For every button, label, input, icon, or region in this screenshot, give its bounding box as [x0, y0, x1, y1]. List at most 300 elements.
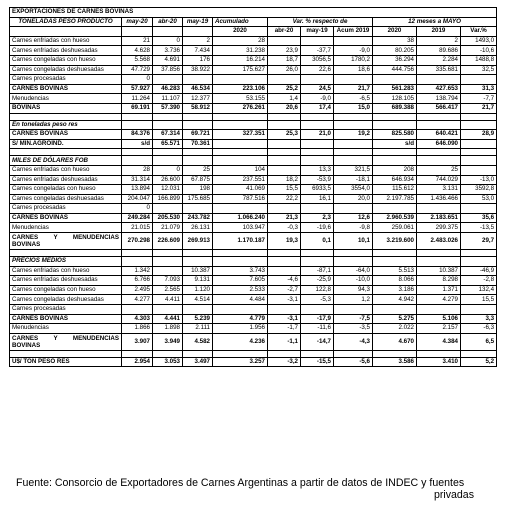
table-cell: 46.534: [183, 84, 213, 94]
table-row: [10, 276, 497, 286]
table-cell: 28,9: [461, 130, 497, 140]
table-cell: -7,5: [334, 314, 373, 324]
table-cell: 67.314: [153, 130, 183, 140]
table-cell: 269.913: [183, 233, 213, 250]
table-row: [10, 46, 497, 56]
table-cell: [461, 75, 497, 85]
table-cell: 3.497: [183, 357, 213, 367]
table-cell: 6.766: [122, 276, 153, 286]
row-label: Carnes procesadas: [10, 75, 122, 85]
table-cell: 3.743: [213, 266, 268, 276]
table-cell: [213, 305, 268, 315]
footnote-line-2: privadas: [433, 489, 474, 501]
table-cell: 21.015: [122, 223, 153, 233]
table-cell: 38.922: [183, 65, 213, 75]
table-cell: [268, 305, 301, 315]
table-cell: 223.106: [213, 84, 268, 94]
table-cell: -10,0: [334, 276, 373, 286]
row-label: Carnes congeladas deshuesadas: [10, 295, 122, 305]
table-row: [10, 305, 497, 315]
row-label: U$/ TON PESO RES: [10, 357, 122, 367]
table-cell: 28: [122, 165, 153, 175]
table-cell: 36.294: [373, 55, 417, 65]
table-cell: 4.582: [183, 333, 213, 350]
table-cell: 16,1: [301, 194, 334, 204]
table-cell: 4.384: [417, 333, 461, 350]
table-cell: 17,4: [301, 103, 334, 113]
table-cell: 8.298: [417, 276, 461, 286]
table-row: [10, 266, 497, 276]
table-cell: [334, 139, 373, 149]
table-cell: 744.029: [417, 175, 461, 185]
table-cell: -14,7: [301, 333, 334, 350]
table-cell: [183, 305, 213, 315]
table-cell: 13.894: [122, 185, 153, 195]
month-header-2: abr-20: [153, 17, 183, 27]
table-row: [10, 233, 497, 250]
table-cell: [461, 204, 497, 214]
table-cell: 18,2: [268, 175, 301, 185]
row-label: Carnes enfriadas con hueso: [10, 266, 122, 276]
twelve-months-header: 12 meses a MAYO: [373, 17, 497, 27]
table-cell: 104: [213, 165, 268, 175]
table-cell: 237.551: [213, 175, 268, 185]
table-cell: -9,0: [301, 94, 334, 104]
header-row: [10, 17, 497, 27]
table-cell: 122,8: [301, 285, 334, 295]
table-cell: -15,5: [301, 357, 334, 367]
table-cell: 57.927: [122, 84, 153, 94]
row-label: S/ MIN.AGROIND.: [10, 139, 122, 149]
sub-header-abr20: abr-20: [268, 27, 301, 37]
table-cell: 38: [373, 36, 417, 46]
table-cell: 561.283: [373, 84, 417, 94]
table-cell: 2.533: [213, 285, 268, 295]
table-cell: 0: [122, 75, 153, 85]
table-cell: 69.721: [183, 130, 213, 140]
row-label: Carnes congeladas con hueso: [10, 185, 122, 195]
table-cell: 11.264: [122, 94, 153, 104]
table-cell: 0: [122, 204, 153, 214]
row-label: Carnes congeladas con hueso: [10, 285, 122, 295]
table-cell: 58.912: [183, 103, 213, 113]
table-cell: 8.066: [373, 276, 417, 286]
row-label: CARNES Y MENUDENCIAS BOVINAS: [10, 333, 122, 350]
table-cell: 29,7: [461, 233, 497, 250]
table-cell: 3.586: [373, 357, 417, 367]
table-cell: 1.898: [153, 324, 183, 334]
table-cell: 19,2: [334, 130, 373, 140]
spacer-row: [10, 250, 497, 257]
table-cell: 787.516: [213, 194, 268, 204]
table-cell: 3592,8: [461, 185, 497, 195]
table-cell: 37.856: [153, 65, 183, 75]
table-cell: 115.612: [373, 185, 417, 195]
table-cell: 18,7: [268, 55, 301, 65]
table-cell: [213, 204, 268, 214]
table-cell: -13,0: [461, 175, 497, 185]
table-cell: -10,6: [461, 46, 497, 56]
table-cell: 2.183.651: [417, 213, 461, 223]
row-label: Carnes congeladas deshuesadas: [10, 65, 122, 75]
table-cell: 3,3: [461, 314, 497, 324]
table-cell: 20,0: [334, 194, 373, 204]
spacer-row: [10, 113, 497, 120]
table-cell: -3,2: [268, 357, 301, 367]
table-cell: 67.875: [183, 175, 213, 185]
table-cell: 3.907: [122, 333, 153, 350]
table-cell: 46.283: [153, 84, 183, 94]
row-label: Carnes congeladas deshuesadas: [10, 194, 122, 204]
table-row: [10, 55, 497, 65]
table-cell: [268, 139, 301, 149]
row-label: Carnes enfriadas con hueso: [10, 165, 122, 175]
table-cell: [301, 36, 334, 46]
table-row: [10, 94, 497, 104]
var-header: Var. % respecto de: [268, 17, 373, 27]
table-cell: 4.441: [153, 314, 183, 324]
table-cell: 4.691: [153, 55, 183, 65]
table-cell: [153, 266, 183, 276]
sub-header-acum2019: Acum 2019: [334, 27, 373, 37]
row-label: CARNES BOVINAS: [10, 213, 122, 223]
table-cell: 226.609: [153, 233, 183, 250]
table-row: [10, 75, 497, 85]
table-cell: -5,6: [334, 357, 373, 367]
table-row: [10, 130, 497, 140]
table-cell: -9,8: [334, 223, 373, 233]
table-row: [10, 165, 497, 175]
table-cell: [153, 75, 183, 85]
table-cell: [268, 204, 301, 214]
table-cell: -3,5: [334, 324, 373, 334]
table-cell: 335.681: [417, 65, 461, 75]
table-cell: 5,2: [461, 357, 497, 367]
table-cell: 23,9: [268, 46, 301, 56]
table-cell: [213, 75, 268, 85]
table-cell: 3.186: [373, 285, 417, 295]
table-cell: 26.600: [153, 175, 183, 185]
exports-table: [9, 7, 497, 367]
table-row: [10, 139, 497, 149]
table-cell: [373, 204, 417, 214]
table-cell: [461, 139, 497, 149]
table-cell: 138.794: [417, 94, 461, 104]
section-header-row: [10, 257, 497, 267]
table-cell: 7.093: [153, 276, 183, 286]
table-cell: 15,5: [461, 295, 497, 305]
table-cell: 22,6: [301, 65, 334, 75]
table-cell: [122, 305, 153, 315]
table-cell: 5.275: [373, 314, 417, 324]
table-cell: [268, 165, 301, 175]
table-cell: [417, 204, 461, 214]
table-row: [10, 204, 497, 214]
sub-header-12m-2020: 2020: [373, 27, 417, 37]
table-cell: 21,0: [301, 130, 334, 140]
table-cell: 2.495: [122, 285, 153, 295]
table-row: [10, 213, 497, 223]
table-cell: 128.105: [373, 94, 417, 104]
table-cell: 299.375: [417, 223, 461, 233]
table-cell: 69.191: [122, 103, 153, 113]
table-cell: 5.513: [373, 266, 417, 276]
table-cell: -18,1: [334, 175, 373, 185]
table-row: [10, 333, 497, 350]
table-cell: 2.111: [183, 324, 213, 334]
table-cell: 3.949: [153, 333, 183, 350]
table-cell: 53.155: [213, 94, 268, 104]
table-cell: 0: [153, 165, 183, 175]
table-row: [10, 295, 497, 305]
table-cell: 0: [153, 36, 183, 46]
table-cell: 25,2: [268, 84, 301, 94]
table-cell: s/d: [122, 139, 153, 149]
table-cell: 2: [417, 36, 461, 46]
table-cell: 80.205: [373, 46, 417, 56]
row-label: CARNES BOVINAS: [10, 84, 122, 94]
table-cell: 3.410: [417, 357, 461, 367]
table-cell: 18,6: [334, 65, 373, 75]
table-cell: -64,0: [334, 266, 373, 276]
table-cell: 444.756: [373, 65, 417, 75]
month-header-3: may-19: [183, 17, 213, 27]
table-cell: [301, 204, 334, 214]
table-cell: 1.436.466: [417, 194, 461, 204]
table-cell: 11.107: [153, 94, 183, 104]
table-cell: 2.197.785: [373, 194, 417, 204]
table-cell: -6,5: [334, 94, 373, 104]
table-cell: -3,1: [268, 295, 301, 305]
table-cell: 4.942: [373, 295, 417, 305]
table-cell: 94,3: [334, 285, 373, 295]
table-cell: [183, 75, 213, 85]
table-cell: [334, 305, 373, 315]
acumulado-header: Acumulado: [213, 17, 268, 27]
table-cell: 4.236: [213, 333, 268, 350]
table-cell: 15,5: [268, 185, 301, 195]
subheader-row: [10, 27, 497, 37]
table-cell: [268, 266, 301, 276]
table-title: EXPORTACIONES DE CARNES BOVINAS: [10, 8, 497, 18]
table-cell: 249.284: [122, 213, 153, 223]
table-cell: [417, 305, 461, 315]
table-cell: [334, 204, 373, 214]
table-cell: 89.686: [417, 46, 461, 56]
row-label: BOVINAS: [10, 103, 122, 113]
row-label: Menudencias: [10, 324, 122, 334]
section-label: MILES DE DÓLARES FOB: [10, 156, 122, 166]
table-cell: 175.627: [213, 65, 268, 75]
table-cell: 25,3: [268, 130, 301, 140]
table-cell: 53,0: [461, 194, 497, 204]
table-row: [10, 36, 497, 46]
table-cell: 3554,0: [334, 185, 373, 195]
section-header-row: [10, 156, 497, 166]
row-label: Carnes enfriadas deshuesadas: [10, 175, 122, 185]
table-cell: 22,2: [268, 194, 301, 204]
table-row: [10, 285, 497, 295]
row-label: Carnes enfriadas deshuesadas: [10, 46, 122, 56]
table-cell: -25,9: [301, 276, 334, 286]
table-cell: 103.947: [213, 223, 268, 233]
table-cell: 12.377: [183, 94, 213, 104]
table-cell: 2: [183, 36, 213, 46]
table-cell: 2.954: [122, 357, 153, 367]
table-cell: 4.514: [183, 295, 213, 305]
table-cell: 32,5: [461, 65, 497, 75]
table-cell: 24,5: [301, 84, 334, 94]
table-cell: -4,3: [334, 333, 373, 350]
table-cell: -87,1: [301, 266, 334, 276]
table-cell: 12,6: [334, 213, 373, 223]
table-cell: -17,9: [301, 314, 334, 324]
table-cell: -6,3: [461, 324, 497, 334]
table-cell: 1.371: [417, 285, 461, 295]
table-cell: 3.131: [417, 185, 461, 195]
table-cell: 321,5: [334, 165, 373, 175]
table-cell: -5,3: [301, 295, 334, 305]
section-label: PRECIOS MEDIOS: [10, 257, 122, 267]
table-cell: [334, 75, 373, 85]
table-cell: 5.568: [122, 55, 153, 65]
table-cell: 57.390: [153, 103, 183, 113]
table-cell: 13,3: [301, 165, 334, 175]
table-cell: [301, 75, 334, 85]
table-cell: 7.434: [183, 46, 213, 56]
table-cell: 2.565: [153, 285, 183, 295]
table-row: [10, 194, 497, 204]
table-cell: 3.053: [153, 357, 183, 367]
row-label: Menudencias: [10, 223, 122, 233]
table-cell: 1780,2: [334, 55, 373, 65]
table-cell: [153, 305, 183, 315]
table-cell: 208: [373, 165, 417, 175]
table-cell: 825.580: [373, 130, 417, 140]
table-cell: 9.131: [183, 276, 213, 286]
table-cell: 1.170.187: [213, 233, 268, 250]
table-cell: 21,3: [268, 213, 301, 223]
table-cell: 640.421: [417, 130, 461, 140]
table-cell: -4,6: [268, 276, 301, 286]
table-cell: -7,7: [461, 94, 497, 104]
table-cell: 276.261: [213, 103, 268, 113]
sub-header-12m-2019: 2019: [417, 27, 461, 37]
table-cell: 4.779: [213, 314, 268, 324]
table-cell: 0,1: [301, 233, 334, 250]
table-cell: 2.157: [417, 324, 461, 334]
table-cell: 5.106: [417, 314, 461, 324]
table-cell: 70.361: [183, 139, 213, 149]
table-cell: [417, 75, 461, 85]
row-label: Carnes procesadas: [10, 305, 122, 315]
table-cell: 21,7: [461, 103, 497, 113]
table-cell: 259.061: [373, 223, 417, 233]
table-cell: 26.131: [183, 223, 213, 233]
table-cell: 646.090: [417, 139, 461, 149]
month-header-1: may-20: [122, 17, 153, 27]
table-cell: [461, 305, 497, 315]
table-cell: 3.736: [153, 46, 183, 56]
table-cell: -19,6: [301, 223, 334, 233]
table-cell: 566.417: [417, 103, 461, 113]
row-label: Carnes congeladas con hueso: [10, 55, 122, 65]
table-cell: 26,0: [268, 65, 301, 75]
unit-header: TONELADAS PESO PRODUCTO: [10, 17, 122, 27]
table-cell: 2.284: [417, 55, 461, 65]
table-cell: 4.411: [153, 295, 183, 305]
table-cell: 1.066.240: [213, 213, 268, 223]
table-cell: 4.670: [373, 333, 417, 350]
table-cell: [461, 165, 497, 175]
table-cell: 132,4: [461, 285, 497, 295]
table-cell: 176: [183, 55, 213, 65]
table-cell: 31.314: [122, 175, 153, 185]
table-row: [10, 84, 497, 94]
section-header-row: [10, 120, 497, 130]
table-cell: 19,3: [268, 233, 301, 250]
table-cell: [373, 75, 417, 85]
table-cell: 2.022: [373, 324, 417, 334]
table-cell: 4.277: [122, 295, 153, 305]
row-label: Carnes enfriadas deshuesadas: [10, 276, 122, 286]
row-label: Carnes procesadas: [10, 204, 122, 214]
table-cell: 7.605: [213, 276, 268, 286]
sub-header-may19: may-19: [301, 27, 334, 37]
export-table-sheet: [9, 7, 496, 367]
table-cell: 21.079: [153, 223, 183, 233]
table-cell: 1493,0: [461, 36, 497, 46]
table-cell: 21: [122, 36, 153, 46]
table-cell: 5.239: [183, 314, 213, 324]
table-cell: -3,1: [268, 314, 301, 324]
table-cell: [334, 36, 373, 46]
table-cell: 12.031: [153, 185, 183, 195]
table-cell: 10.387: [183, 266, 213, 276]
table-cell: 1,2: [334, 295, 373, 305]
table-cell: 175.685: [183, 194, 213, 204]
table-cell: 3.219.600: [373, 233, 417, 250]
section-label: En toneladas peso res: [10, 120, 122, 130]
table-cell: -1,7: [268, 324, 301, 334]
table-row: [10, 223, 497, 233]
table-cell: [268, 75, 301, 85]
table-cell: [373, 305, 417, 315]
table-cell: 270.298: [122, 233, 153, 250]
table-cell: 10,1: [334, 233, 373, 250]
table-cell: 31,3: [461, 84, 497, 94]
table-cell: 4.628: [122, 46, 153, 56]
table-cell: 84.376: [122, 130, 153, 140]
table-cell: 6933,5: [301, 185, 334, 195]
table-cell: 10.387: [417, 266, 461, 276]
table-cell: [268, 36, 301, 46]
table-cell: -37,7: [301, 46, 334, 56]
table-cell: 2.483.026: [417, 233, 461, 250]
table-cell: 198: [183, 185, 213, 195]
table-cell: 31.238: [213, 46, 268, 56]
row-label: CARNES BOVINAS: [10, 130, 122, 140]
sub-header-2020: 2020: [213, 27, 268, 37]
sub-header-var: Var.%: [461, 27, 497, 37]
table-cell: [301, 305, 334, 315]
table-cell: [213, 139, 268, 149]
table-cell: 35,6: [461, 213, 497, 223]
table-cell: -1,1: [268, 333, 301, 350]
table-cell: 41.069: [213, 185, 268, 195]
table-cell: 1.120: [183, 285, 213, 295]
table-cell: 25: [183, 165, 213, 175]
